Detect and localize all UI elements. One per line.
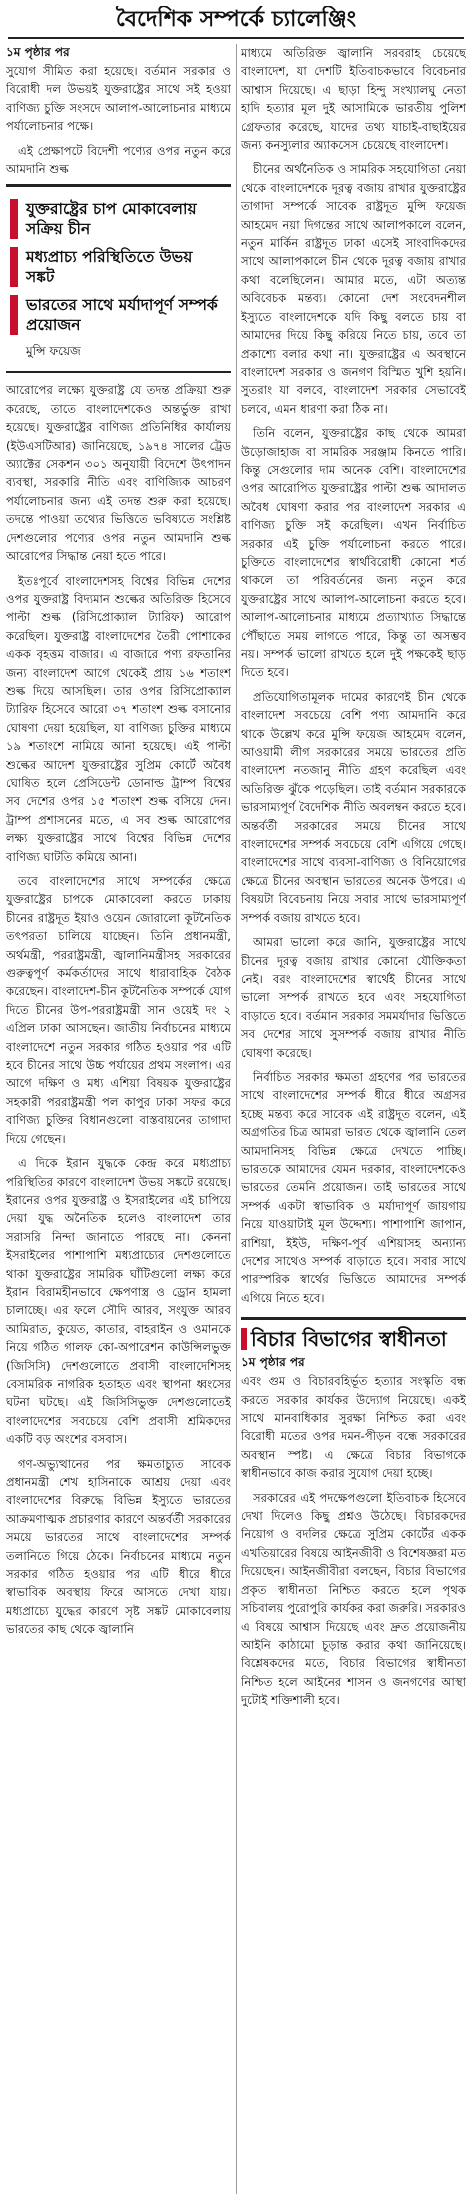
pull-quote-box xyxy=(6,184,231,373)
red-bar-icon xyxy=(10,199,18,239)
headline-rule xyxy=(8,37,464,39)
subheading-text: বিচার বিভাগের স্বাধীনতা xyxy=(251,1327,447,1352)
right-column xyxy=(241,44,466,2194)
paragraph: এবং গুম ও বিচারবহির্ভূত হত্যার সংস্কৃতি বন্ধ করতে সরকার কার্যকর উদ্যোগ নিয়েছে। একই সাথে মানবাধিকার সুরক্ষা নিশ্চিত করা এবং বিরোধী মতের ওপর দমন-পীড়ন বন্ধে সরকারের অবস্থান স্পষ্ট। এ ক্ষেত্রে বিচার বিভাগকে স্বাধীনভাবে কাজ করার সুযোগ দেয়া হচ্ছে। xyxy=(241,1374,466,1481)
paragraph: এ দিকে ইরান যুদ্ধকে কেন্দ্র করে মধ্যপ্রাচ্য পরিস্থিতির কারণে বাংলাদেশ উভয় সঙ্কটে রয়েছে। ইরানের ওপর যুক্তরাষ্ট্র ও ইসরাইলের এই চাপিয়ে দেয়া যুদ্ধ অনৈতিক হলেও বাংলাদেশ তার সরাসরি নিন্দা জানাতে পারছে না। কেননা ইসরাইলের পাশাপাশি মধ্যপ্রাচ্যের দেশগুলোতে থাকা যুক্তরাষ্ট্রের সামরিক ঘাঁটিগুলো লক্ষ্য করে ইরান বিরামহীনভাবে ক্ষেপণাস্ত্র ও ড্রোন হামলা চালাচ্ছে। এর ফলে সৌদি আরব, সংযুক্ত আরব আমিরাত, কুয়েত, কাতার, বাহরাইন ও ওমানকে নিয়ে গঠিত গালফ কো-অপারেশন কাউন্সিলভুক্ত (জিসিসি) দেশগুলোতে প্রবাসী বাংলাদেশিসহ বেসামরিক নাগরিক হতাহত এবং স্থাপনা ধ্বংসের ঘটনা ঘটছে। এই জিসিসিভুক্ত দেশগুলোতেই বাংলাদেশের সবচেয়ে বেশি প্রবাসী শ্রমিকদের একটি বড় অংশের বসবাস। xyxy=(6,1156,231,1447)
pull-quote-credit xyxy=(26,343,225,363)
paragraph: এই প্রেক্ষাপটে বিদেশী পণ্যের ওপর নতুন করে আমদানি শুল্ক xyxy=(6,143,231,177)
paragraph: আমরা ভালো করে জানি, যুক্তরাষ্ট্রের সাথে চীনের দূরত্ব বজায় রাখার কোনো যৌক্তিকতা নেই। বরং বাংলাদেশের স্বার্থেই চীনের সাথে ভালো সম্পর্ক রাখতে হবে এবং সহযোগিতা বাড়াতে হবে। বর্তমান সরকার সমমর্যাদার ভিত্তিতে সব দেশের সাথে সুসম্পর্ক বজায় রাখার নীতি ঘোষণা করেছে। xyxy=(241,935,466,1060)
pull-quote-text: ভারতের সাথে মর্যাদাপূর্ণ সম্পর্ক প্রয়োজন xyxy=(26,296,218,335)
paragraph: ইতঃপূর্বে বাংলাদেশসহ বিশ্বের বিভিন্ন দেশের ওপর যুক্তরাষ্ট্র বিদ্যমান শুল্কের অতিরিক্ত হিসেবে পাল্টা শুল্ক (রিসিপ্রোক্যাল ট্যারিফ) আরোপ করেছিল। যুক্তরাষ্ট্র বাংলাদেশের তৈরী পোশাকের একক বৃহত্তম বাজার। এ বাজারে পণ্য রফতানির জন্য বাংলাদেশ আগে থেকেই প্রায় ১৬ শতাংশ শুল্ক দিয়ে আসছিল। তার ওপর রিসিপ্রোক্যাল ট্যারিফ হিসেবে আরো ৩৭ শতাংশ শুল্ক বসানোর ঘোষণা দেয়া হয়েছিল, যা বাণিজ্য চুক্তির মাধ্যমে ১৯ শতাংশে নামিয়ে আনা হয়েছে। এই পাল্টা শুল্কের আদেশ যুক্তরাষ্ট্রের সুপ্রিম কোর্টে অবৈধ ঘোষিত হলে প্রেসিডেন্ট ডোনাল্ড ট্রাম্প বিশ্বের সব দেশের ওপর ১৫ শতাংশ শুল্ক বসিয়ে দেন। ট্রাম্প প্রশাসনের মতে, এ সব শুল্ক আরোপের লক্ষ্য যুক্তরাষ্ট্রের সাথে বিশ্বের বিভিন্ন দেশের বাণিজ্য ঘাটতি কমিয়ে আনা। xyxy=(6,573,231,864)
paragraph: চীনের অর্থনৈতিক ও সামরিক সহযোগিতা নেয়া থেকে বাংলাদেশকে দূরত্ব বজায় রাখার যুক্তরাষ্ট্রের তাগাদা সম্পর্কে সাবেক রাষ্ট্রদূত মুন্সি ফয়েজ আহমেদ নয়া দিগন্তের সাথে আলাপকালে বলেন, নতুন মার্কিন রাষ্ট্রদূত ঢাকা এসেই সাংবাদিকদের সাথে আলাপকালে চীন থেকে দূরত্ব বজায় রাখার কথা বলেছিলেন। আমার মতে, এটা অত্যন্ত অবিবেচক মন্তব্য। কোনো দেশ সংবেদনশীল ইস্যুতে বাংলাদেশকে যদি কিছু বলতে চায় বা আমাদের দিয়ে কিছু করিয়ে নিতে চায়, তবে তা প্রকাশ্যে বলার কথা না। যুক্তরাষ্ট্রের এ অবস্থানে বাংলাদেশ সরকার ও জনগণ বিস্মিত খুশি হয়নি। সুতরাং যা বলবে, বাংলাদেশ সরকার সেভাবেই চলবে, এমন ধারণা করা ঠিক না। xyxy=(241,162,466,416)
continued-label: ১ম পৃষ্ঠার পর xyxy=(6,45,70,59)
paragraph: তবে বাংলাদেশের সাথে সম্পর্কের ক্ষেত্রে যুক্তরাষ্ট্রের চাপকে মোকাবেলা করতে ঢাকায় চীনের রাষ্ট্রদূত ইয়াও ওয়েন জোরালো কূটনৈতিক তৎপরতা চালিয়ে যাচ্ছেন। তিনি প্রধানমন্ত্রী, অর্থমন্ত্রী, পররাষ্ট্রমন্ত্রী, জ্বালানিমন্ত্রীসহ সরকারের গুরুত্বপূর্ণ কর্মকর্তাদের সাথে ধারাবাহিক বৈঠক করেছেন। বাংলাদেশ-চীন কূটনৈতিক সম্পর্কে যোগ দিতে চীনের উপ-পররাষ্ট্রমন্ত্রী সান ওয়েই দং ২ এপ্রিল ঢাকা আসছেন। জাতীয় নির্বাচনের মাধ্যমে বাংলাদেশে নতুন সরকার গঠিত হওয়ার পর এটি হবে চীনের সাথে উচ্চ পর্যায়ের প্রথম সংলাপ। এর আগে দক্ষিণ ও মধ্য এশিয়া বিষয়ক যুক্তরাষ্ট্রের সহকারী পররাষ্ট্রমন্ত্রী পল কাপুর ঢাকা সফর করে বাণিজ্য চুক্তির বিধানগুলো বাস্তবায়নের তাগাদা দিয়ে গেছেন। xyxy=(6,874,231,1146)
continued-label: ১ম পৃষ্ঠার পর xyxy=(241,1355,305,1370)
paragraph: নির্বাচিত সরকার ক্ষমতা গ্রহণের পর ভারতের সাথে বাংলাদেশের সম্পর্ক ধীরে ধীরে অগ্রসর হচ্ছে মন্তব্য করে সাবেক এই রাষ্ট্রদূত বলেন, এই অগ্রগতির চিত্র আমরা ভারত থেকে জ্বালানি তেল আমদানিসহ বিভিন্ন ক্ষেত্রে দেখতে পাচ্ছি। ভারতকে আমাদের যেমন দরকার, বাংলাদেশকেও ভারতের তেমনি প্রয়োজন। তাই ভারতের সাথে সম্পর্ক একটা স্বাভাবিক ও মর্যাদাপূর্ণ জায়গায় নিয়ে যাওয়াটাই মূল উদ্দেশ্য। পাশাপাশি জাপান, রাশিয়া, ইইউ, দক্ষিণ-পূর্ব এশিয়াসহ অন্যান্য দেশের সাথেও সম্পর্ক বাড়াতে হবে। সবার সাথে পারস্পরিক স্বার্থের ভিত্তিতে আমাদের সম্পর্ক এগিয়ে নিতে হবে। xyxy=(241,1069,466,1305)
red-bar-icon xyxy=(10,247,18,287)
column-divider xyxy=(236,44,237,2194)
pull-quote-text: মধ্যপ্রাচ্য পরিস্থিতিতে উভয় সঙ্কট xyxy=(26,248,193,287)
paragraph: সরকারের এই পদক্ষেপগুলো ইতিবাচক হিসেবে দেখা দিলেও কিছু প্রশ্নও উঠেছে। বিচারকদের নিয়োগ ও বদলির ক্ষেত্রে সুপ্রিম কোর্টের একক এখতিয়ারের বিষয়ে আইনজীবী ও বিশেষজ্ঞরা মত দিয়েছেন। আইনজীবীরা বলছেন, বিচার বিভাগের প্রকৃত স্বাধীনতা নিশ্চিত করতে হলে পৃথক সচিবালয় পুরোপুরি কার্যকর করা জরুরি। সরকারও এ বিষয়ে আশ্বাস দিয়েছে এবং দ্রুত প্রয়োজনীয় আইনি কাঠামো চূড়ান্ত করার কথা জানিয়েছে। বিশ্লেষকদের মতে, বিচার বিভাগের স্বাধীনতা নিশ্চিত হলে আইনের শাসন ও জনগণের আস্থা দুটোই শক্তিশালী হবে। xyxy=(241,1490,466,1708)
red-bar-icon xyxy=(10,295,18,335)
paragraph: গণ-অভ্যুত্থানের পর ক্ষমতাচ্যুত সাবেক প্রধানমন্ত্রী শেখ হাসিনাকে আশ্রয় দেয়া এবং বাংলাদেশের বিরুদ্ধে বিভিন্ন ইস্যুতে ভারতের আক্রমণাত্মক প্রচারণার কারণে অন্তর্বর্তী সরকারের সময়ে ভারতের সাথে বাংলাদেশের সম্পর্ক তলানিতে গিয়ে ঠেকে। নির্বাচনের মাধ্যমে নতুন সরকার গঠিত হওয়ার পর এটি ধীরে ধীরে স্বাভাবিক অবস্থায় ফিরে আসতে দেখা যায়। মধ্যপ্রাচ্যে যুদ্ধের কারণে সৃষ্ট সঙ্কট মোকাবেলায় ভারতের কাছ থেকে জ্বালানি xyxy=(6,1456,231,1637)
headline: বৈদেশিক সম্পর্কে চ্যালেঞ্জিং xyxy=(115,7,357,32)
paragraph: মাধ্যমে অতিরিক্ত জ্বালানি সরবরাহ চেয়েছে বাংলাদেশ, যা দেশটি ইতিবাচকভাবে বিবেচনার আশ্বাস দিয়েছে। এ ছাড়া হিন্দু সংখ্যালঘু নেতা হাদি হত্যার মূল দুই আসামিকে ভারতীয় পুলিশ গ্রেফতার করেছে, যাদের তথ্য যাচাই-বাছাইয়ের জন্য কনস্যুলার অ্যাকসেস চেয়েছে বাংলাদেশ। xyxy=(241,46,466,153)
paragraph: প্রতিযোগিতামূলক দামের কারণেই চীন থেকে বাংলাদেশ সবচেয়ে বেশি পণ্য আমদানি করে থাকে উল্লেখ করে মুন্সি ফয়েজ আহমেদ বলেন, আওয়ামী লীগ সরকারের সময়ে ভারতের প্রতি বাংলাদেশ নতজানু নীতি গ্রহণ করেছিল এবং অতিরিক্ত ঝুঁকে পড়েছিল। তাই বর্তমান সরকারকে ভারসাম্যপূর্ণ বৈদেশিক নীতি অবলম্বন করতে হবে। অন্তর্বর্তী সরকারের সময়ে চীনের সাথে বাংলাদেশের সম্পর্ক সবচেয়ে বেশি এগিয়ে গেছে। বাংলাদেশের সাথে ব্যবসা-বাণিজ্য ও বিনিয়োগের ক্ষেত্রে চীনের অবস্থান ভারতের অনেক উপরে। এ বিষয়টা বিবেচনায় নিয়ে সবার সাথে ভারসাম্যপূর্ণ সম্পর্ক বজায় রাখতে হবে। xyxy=(241,689,466,925)
pull-quote-item xyxy=(10,199,225,239)
paragraph: সুযোগ সীমিত করা হয়েছে। বর্তমান সরকার ও বিরোধী দল উভয়ই যুক্তরাষ্ট্রের সাথে সই হওয়া বাণিজ্য চুক্তি সংসদে আলাপ-আলোচনার মাধ্যমে পর্যালোচনার পক্ষে। xyxy=(6,64,231,134)
credit-name: মুন্সি ফয়েজ xyxy=(26,344,81,359)
paragraph: তিনি বলেন, যুক্তরাষ্ট্রের কাছ থেকে আমরা উড়োজাহাজ বা সামরিক সরঞ্জাম কিনতে পারি। কিন্তু সেগুলোর দাম অনেক বেশি। বাংলাদেশের ওপর আরোপিত যুক্তরাষ্ট্রের পাল্টা শুল্ক আদালত অবৈধ ঘোষণা করার পর বাংলাদেশ সরকার এ বাণিজ্য চুক্তি সই করেছিল। এখন নির্বাচিত সরকার এই চুক্তি পর্যালোচনা করতে পারে। চুক্তিতে বাংলাদেশের স্বার্থবিরোধী কোনো শর্ত থাকলে তা পরিবর্তনের জন্য নতুন করে যুক্তরাষ্ট্রের সাথে আলাপ-আলোচনা করতে হবে। আলাপ-আলোচনার মাধ্যমে প্রত্যাখ্যাত সিদ্ধান্তে পৌঁছাতে সময় লাগতে পারে, কিন্তু তা অসম্ভব নয়। সম্পর্ক ভালো রাখতে হলে দুই পক্ষকেই ছাড় দিতে হবে। xyxy=(241,426,466,680)
pull-quote-text: যুক্তরাষ্ট্রের চাপ মোকাবেলায় সক্রিয় চীন xyxy=(26,200,197,239)
pull-quote-item xyxy=(10,295,225,335)
red-bar-icon xyxy=(241,1328,247,1350)
pull-quote-item xyxy=(10,247,225,287)
left-column xyxy=(6,44,231,2194)
section-subheading xyxy=(241,1317,466,1352)
paragraph: আরোপের লক্ষ্যে যুক্তরাষ্ট্র যে তদন্ত প্রক্রিয়া শুরু করেছে, তাতে বাংলাদেশকেও অন্তর্ভুক্ত রাখা হয়েছে। যুক্তরাষ্ট্রের বাণিজ্য প্রতিনিধির কার্যালয় (ইউএসটিআর) জানিয়েছে, ১৯৭৪ সালের ট্রেড অ্যাক্টের সেকশন ৩০১ অনুযায়ী বিদেশে উৎপাদন ব্যবস্থা, সরকারি নীতি এবং বাণিজ্যিক আচরণ পর্যালোচনার জন্য এই তদন্ত শুরু করা হয়েছে। তদন্তে পাওয়া তথ্যের ভিত্তিতে ভবিষ্যতে সংশ্লিষ্ট দেশগুলোর পণ্যের ওপর নতুন আমদানি শুল্ক আরোপের সিদ্ধান্ত নেয়া হতে পারে। xyxy=(6,383,231,564)
